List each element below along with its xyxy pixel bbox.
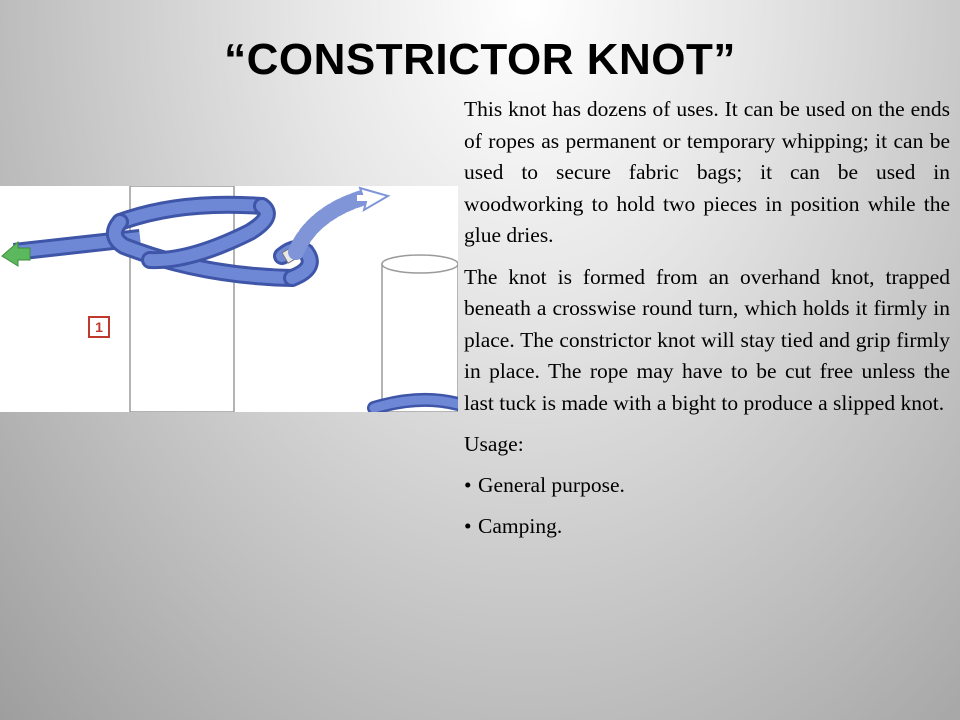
usage-item bbox=[464, 511, 950, 542]
description-paragraph-2: The knot is formed from an overhand knot, trapped beneath a crosswise round turn, which holds it firmly in place. The constrictor knot will stay tied and grip firmly in place. The rope may have to be cut free unless the last tuck is made with a bight to produce a slipped knot. bbox=[464, 264, 950, 415]
bullet-icon: • bbox=[464, 473, 472, 497]
bullet-icon: • bbox=[464, 514, 472, 538]
usage-item bbox=[464, 470, 950, 501]
usage-item-text: Camping. bbox=[478, 514, 563, 538]
constrictor-knot-diagram-icon bbox=[0, 186, 458, 412]
description-paragraph-1: This knot has dozens of uses. It can be used on the ends of ropes as permanent or temporary whipping; it can be used to secure fabric bags; it can be used in woodworking to hold two pieces in position while the glue dries. bbox=[464, 97, 950, 247]
usage-label: Usage: bbox=[464, 432, 524, 456]
pole-right bbox=[382, 264, 458, 412]
knot-illustration bbox=[0, 186, 458, 412]
rope-working-end bbox=[296, 198, 362, 252]
pole-right-top bbox=[382, 255, 458, 273]
usage-item-text: General purpose. bbox=[478, 473, 625, 497]
usage-list bbox=[464, 470, 950, 542]
body-text bbox=[464, 94, 950, 542]
step-number-label: 1 bbox=[95, 319, 103, 335]
slide-title: “CONSTRICTOR KNOT” bbox=[224, 35, 736, 84]
